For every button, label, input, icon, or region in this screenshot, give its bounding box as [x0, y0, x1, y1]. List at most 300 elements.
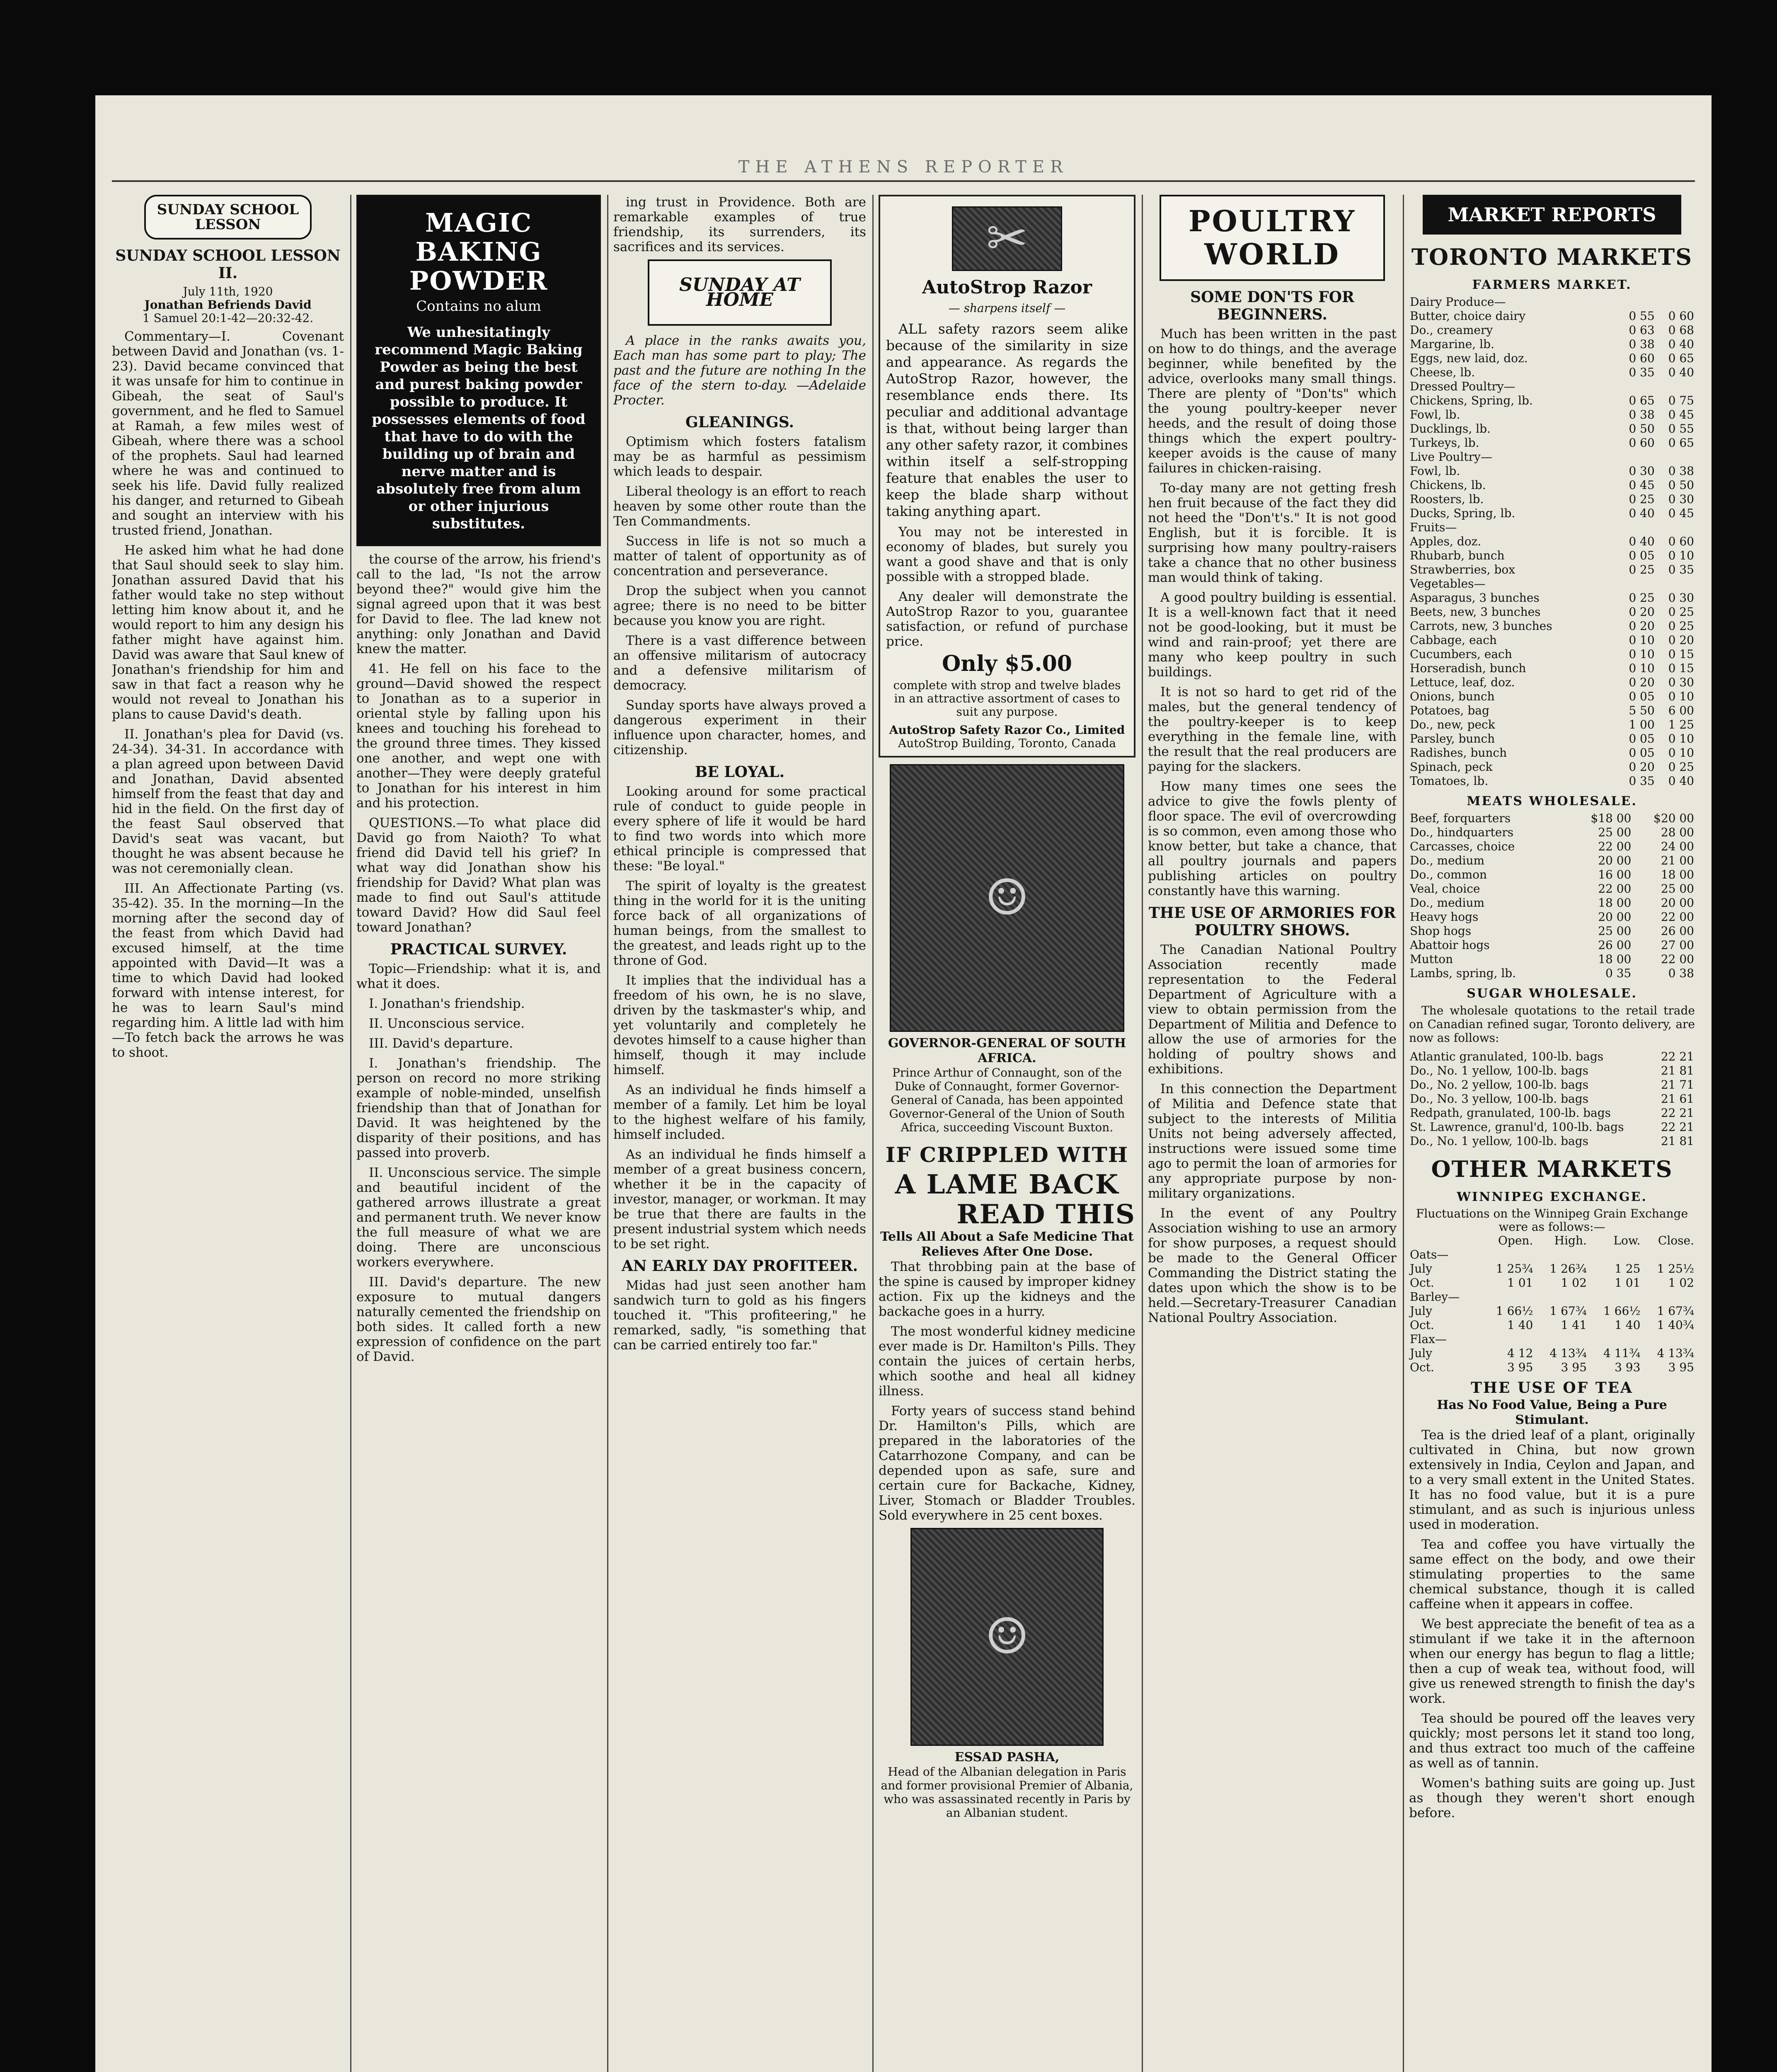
table-cell: 16 00: [1598, 868, 1632, 881]
table-cell: Beef, forquarters: [1410, 811, 1511, 825]
table-row: [1409, 1290, 1695, 1304]
table-cell: [1656, 380, 1695, 394]
crippled-paragraph: That throbbing pain at the base of the spine is caused by improper kidney action. Fix up the kidneys and the backache goes in a hurry.: [879, 1259, 1135, 1319]
column-magic-baking: [356, 195, 601, 2072]
table-row: [1409, 450, 1695, 464]
table-cell: 0 20: [1668, 633, 1694, 647]
gleaning: Liberal theology is an effort to reach heaven by some other route than the Ten Commandments.: [613, 484, 866, 529]
table-cell: Do., new, peck: [1410, 718, 1495, 731]
crippled-headline-1: IF CRIPPLED WITH: [885, 1143, 1129, 1167]
sunday-school-banner: SUNDAY SCHOOL LESSON: [144, 195, 312, 240]
table-cell: Dairy Produce—: [1410, 295, 1506, 309]
table-cell: [1588, 1332, 1641, 1346]
table-cell: 0 25: [1629, 492, 1655, 506]
table-cell: [1616, 577, 1655, 591]
table-cell: 0 60: [1629, 436, 1655, 450]
gleaning: There is a vast difference between an offensive militarism of autocracy and a defensive militarism of democracy.: [613, 633, 866, 693]
survey-paragraph: II. Unconscious service. The simple and beautiful incident of the gathered arrows illustrate a great and permanent truth. We never know the full measure of what we are doing. There are unconscious workers everywhere.: [356, 1165, 601, 1270]
newspaper-page: [95, 95, 1712, 2072]
table-cell: 0 10: [1629, 633, 1655, 647]
table-cell: [1641, 1248, 1695, 1262]
razor-icon: ✂: [986, 210, 1028, 267]
survey-paragraph: III. David's departure. The new exposure to mutual dangers naturally cemented the friendship on both sides. It called forth a new expression of confidence on the part of David.: [356, 1275, 601, 1364]
table-cell: [1641, 1290, 1695, 1304]
table-row: [1409, 732, 1695, 746]
table-cell: 22 21: [1661, 1120, 1694, 1134]
table-cell: 0 20: [1629, 605, 1655, 619]
table-row: [1409, 1064, 1695, 1078]
table-cell: 0 45: [1629, 478, 1655, 492]
table-cell: 0 20: [1629, 675, 1655, 689]
essad-pasha-text: Head of the Albanian delegation in Paris and former provisional Premier of Albania, who was assassinated recently in Paris by an Albanian student.: [881, 1765, 1133, 1820]
table-cell: Oct.: [1410, 1276, 1434, 1290]
table-cell: 25 00: [1661, 882, 1694, 896]
profiteer-paragraph: Midas had just seen another ham sandwich turn to gold as his fingers touched it. "This profiteering," he remarked, sadly, "is something that can be carried entirely too far.": [613, 1278, 866, 1353]
table-row: [1409, 520, 1695, 535]
sugar-heading: SUGAR WHOLESALE.: [1467, 986, 1637, 1001]
table-cell: 22 21: [1661, 1050, 1694, 1063]
table-cell: 0 40: [1668, 337, 1694, 351]
table-cell: 26 00: [1661, 924, 1694, 938]
table-cell: Oats—: [1410, 1248, 1449, 1261]
crippled-headline-3: READ THIS: [956, 1199, 1135, 1230]
table-cell: 0 30: [1668, 492, 1694, 506]
ad-title-magic: MAGIC: [425, 208, 533, 238]
tea-paragraph: Tea should be poured off the leaves very quickly; most persons let it stand too long, and thus extract too much of the caffeine as well as of tannin.: [1409, 1711, 1695, 1771]
table-cell: Mutton: [1410, 952, 1453, 966]
table-cell: Cabbage, each: [1410, 633, 1497, 647]
table-cell: 0 30: [1629, 464, 1655, 478]
table-cell: Do., No. 3 yellow, 100-lb. bags: [1410, 1092, 1588, 1106]
magic-baking-powder-ad: [356, 195, 601, 546]
crippled-paragraph: Forty years of success stand behind Dr. Hamilton's Pills, which are prepared in the laboratories of the Catarrhozone Company, and can be depended upon as safe, sure and certain cure for Backache, Kidney, Liver, Stomach or Bladder Troubles. Sold everywhere in 25 cent boxes.: [879, 1404, 1135, 1523]
table-cell: 1 25: [1615, 1262, 1641, 1276]
table-cell: Fowl, lb.: [1410, 408, 1460, 421]
table-cell: July: [1410, 1262, 1433, 1276]
table-row: [1409, 840, 1695, 854]
farmers-market-table: [1409, 295, 1695, 788]
armories-paragraph: The Canadian National Poultry Association recently made representation to the Federal Department of Agriculture with a view to obtain permission from the Department of Militia and Defence to allow the use of armories for the holding of poultry shows and exhibitions.: [1148, 942, 1397, 1077]
table-cell: 0 10: [1668, 690, 1694, 703]
table-cell: 0 60: [1668, 309, 1694, 323]
table-cell: 27 00: [1661, 938, 1694, 952]
governor-general-text: Prince Arthur of Connaught, son of the Duke of Connaught, former Governor-General of Canada, has been appointed Governor-General of the Union of South Africa, succeeding Viscount Buxton.: [889, 1066, 1125, 1134]
table-cell: 0 60: [1668, 535, 1694, 548]
table-cell: Cheese, lb.: [1410, 366, 1475, 379]
table-cell: Close.: [1658, 1234, 1694, 1247]
table-cell: Horseradish, bunch: [1410, 661, 1526, 675]
table-cell: 24 00: [1661, 840, 1694, 853]
table-cell: 21 61: [1661, 1092, 1694, 1106]
winnipeg-intro: Fluctuations on the Winnipeg Grain Exchange were as follows:—: [1416, 1207, 1688, 1234]
table-row: [1409, 619, 1695, 633]
table-cell: 0 60: [1629, 351, 1655, 365]
table-cell: [1616, 295, 1655, 309]
lesson-continued: 41. He fell on his face to the ground—David showed the respect to Jonathan as to a superior in oriental style by falling upon his knees and touching his forehead to the ground three times. They kissed one another, and wept one with another—They were deeply grateful to Jonathan for his interest in him and his protection.: [356, 661, 601, 811]
table-cell: 1 00: [1629, 718, 1655, 731]
table-cell: 0 25: [1668, 605, 1694, 619]
gleaning: Sunday sports have always proved a dangerous experiment in their influence upon character, homes, and citizenship.: [613, 698, 866, 758]
table-row: [1409, 295, 1695, 309]
table-cell: 21 81: [1661, 1064, 1694, 1077]
table-cell: 3 95: [1668, 1360, 1694, 1374]
lesson-title: Jonathan Befriends David: [144, 298, 312, 312]
ad-title-baking: BAKING: [415, 237, 542, 267]
table-cell: 21 81: [1661, 1134, 1694, 1148]
table-cell: 0 20: [1629, 619, 1655, 633]
table-cell: [1588, 1248, 1641, 1262]
table-cell: 18 00: [1598, 952, 1632, 966]
loyal-paragraph: As an individual he finds himself a member of a family. Let him be loyal to the highest welfare of his family, himself included.: [613, 1082, 866, 1142]
autostrop-price: Only $5.00: [942, 651, 1072, 676]
table-cell: Redpath, granulated, 100-lb. bags: [1410, 1106, 1611, 1120]
table-cell: [1616, 520, 1655, 535]
table-cell: 1 66½: [1603, 1304, 1641, 1318]
table-cell: 22 00: [1598, 882, 1632, 896]
table-cell: 22 00: [1598, 840, 1632, 853]
autostrop-address: AutoStrop Building, Toronto, Canada: [898, 736, 1116, 750]
table-cell: 3 95: [1561, 1360, 1587, 1374]
loyal-paragraph: It implies that the individual has a freedom of his own, he is no slave, driven by the taskmaster's whip, and yet voluntarily and completely he devotes himself to a cause higher than himself, though it may include himself.: [613, 973, 866, 1077]
tea-paragraph: We best appreciate the benefit of tea as a stimulant if we take it in the afternoon when our energy has begun to flag a little; then a cup of weak tea, without food, will give us renewed strength to finish the day's work.: [1409, 1617, 1695, 1706]
table-cell: 0 63: [1629, 323, 1655, 337]
table-cell: Vegetables—: [1410, 577, 1486, 591]
table-row: [1409, 323, 1695, 337]
table-cell: Do., creamery: [1410, 323, 1493, 337]
table-cell: 0 75: [1668, 394, 1694, 407]
table-row: [1409, 718, 1695, 732]
armories-paragraph: In this connection the Department of Militia and Defence state that subject to the interests of Militia Units not being adversely affected, instructions were issued some time ago to permit the loan of armories for any appropriate purpose by non-military organizations.: [1148, 1082, 1397, 1201]
table-cell: 1 66½: [1496, 1304, 1533, 1318]
table-row: [1409, 811, 1695, 825]
table-cell: [1616, 450, 1655, 464]
table-cell: Do., hindquarters: [1410, 825, 1514, 839]
table-row: [1409, 704, 1695, 718]
table-cell: Ducks, Spring, lb.: [1410, 506, 1516, 520]
table-cell: 6 00: [1668, 704, 1694, 717]
table-row: [1409, 577, 1695, 591]
table-cell: 0 35: [1668, 563, 1694, 576]
table-row: [1409, 535, 1695, 549]
essad-pasha-portrait: [910, 1528, 1104, 1746]
table-cell: 1 02: [1668, 1276, 1694, 1290]
table-cell: July: [1410, 1304, 1433, 1318]
table-cell: [1656, 577, 1695, 591]
table-cell: 28 00: [1661, 825, 1694, 839]
toronto-markets-title: TORONTO MARKETS: [1411, 244, 1693, 270]
table-row: [1409, 380, 1695, 394]
table-cell: 4 11¾: [1603, 1346, 1641, 1360]
table-cell: [1656, 520, 1695, 535]
tea-paragraph: Tea is the dried leaf of a plant, originally cultivated in China, but now grown extensively in India, Ceylon and Japan, and to a very small extent in the United States. It has no food value, but it is a pure stimulant, and as such is injurious unless used in moderation.: [1409, 1428, 1695, 1532]
table-cell: 1 25½: [1657, 1262, 1694, 1276]
autostrop-copy: ALL safety razors seem alike because of the similarity in size and appearance. As regards the AutoStrop Razor, however, the resemblance ends there. Its peculiar and additional advantage is that, without being larger than any other safety razor, it combines within itself a self-stropping feature that enables the user to keep the blade sharp without taking anything apart.: [886, 321, 1128, 519]
market-reports-banner: MARKET REPORTS: [1423, 195, 1681, 235]
table-cell: 0 38: [1629, 408, 1655, 421]
table-cell: 0 35: [1629, 774, 1655, 788]
table-row: [1409, 774, 1695, 788]
masthead: THE ATHENS REPORTER: [738, 157, 1069, 177]
table-cell: Fowl, lb.: [1410, 464, 1460, 478]
table-cell: 0 35: [1605, 966, 1632, 980]
table-cell: 0 50: [1629, 422, 1655, 436]
table-cell: [1656, 450, 1695, 464]
lesson-reference: 1 Samuel 20:1-42—20:32-42.: [142, 311, 314, 325]
lesson-heading: SUNDAY SCHOOL LESSON II.: [115, 247, 341, 282]
table-row: [1409, 924, 1695, 938]
table-cell: Spinach, peck: [1410, 760, 1493, 774]
table-cell: Strawberries, box: [1410, 563, 1516, 576]
table-cell: 0 25: [1668, 760, 1694, 774]
friendship-tail: ing trust in Providence. Both are remarkable examples of true friendship, its surrenders, its sacrifices and its services.: [613, 195, 866, 254]
donts-paragraph: A good poultry building is essential. It is a well-known fact that it need not be good-looking, but it must be wind and rain-proof; yet there are many who keep poultry in such buildings.: [1148, 590, 1397, 680]
gleaning: Optimism which fosters fatalism may be as harmful as pessimism which leads to despair.: [613, 434, 866, 479]
table-cell: Cucumbers, each: [1410, 647, 1512, 661]
column-market-reports: [1409, 195, 1695, 2072]
table-row: [1409, 506, 1695, 520]
table-row: [1409, 1248, 1695, 1262]
armories-heading: THE USE OF ARMORIES FOR POULTRY SHOWS.: [1148, 904, 1396, 939]
table-cell: Chickens, Spring, lb.: [1410, 394, 1533, 407]
table-cell: Beets, new, 3 bunches: [1410, 605, 1541, 619]
other-markets-title: OTHER MARKETS: [1431, 1156, 1673, 1182]
table-cell: [1534, 1332, 1588, 1346]
table-cell: Carrots, new, 3 bunches: [1410, 619, 1552, 633]
crippled-subheading: Tells All About a Safe Medicine That Relieves After One Dose.: [880, 1230, 1134, 1259]
table-cell: 22 00: [1661, 910, 1694, 924]
table-cell: 0 65: [1668, 351, 1694, 365]
masthead-rule: [112, 180, 1695, 182]
table-row: [1409, 1332, 1695, 1346]
meats-table: [1409, 811, 1695, 980]
table-cell: 26 00: [1598, 938, 1632, 952]
table-row: [1409, 661, 1695, 675]
table-cell: 1 25: [1668, 718, 1694, 731]
table-cell: Radishes, bunch: [1410, 746, 1507, 760]
table-cell: [1480, 1290, 1534, 1304]
table-row: [1409, 1304, 1695, 1318]
loyal-paragraph: The spirit of loyalty is the greatest thing in the world for it is the uniting force back of all organizations of human beings, from the smallest to the greatest, and leads right up to the throne of God.: [613, 879, 866, 968]
table-row: [1409, 549, 1695, 563]
table-cell: [1534, 1290, 1588, 1304]
table-row: [1409, 647, 1695, 661]
table-cell: 25 00: [1598, 924, 1632, 938]
table-row: [1409, 1318, 1695, 1332]
table-cell: [1588, 1290, 1641, 1304]
winnipeg-heading: WINNIPEG EXCHANGE.: [1457, 1190, 1647, 1204]
table-cell: 0 38: [1668, 464, 1694, 478]
table-cell: 0 10: [1668, 732, 1694, 746]
table-cell: 0 30: [1668, 675, 1694, 689]
table-cell: Oct.: [1410, 1318, 1434, 1332]
table-cell: 1 67¾: [1549, 1304, 1587, 1318]
table-row: [1409, 1120, 1695, 1134]
table-row: [1409, 478, 1695, 492]
table-cell: High.: [1554, 1234, 1587, 1247]
winnipeg-table: [1409, 1234, 1695, 1375]
table-cell: 1 40: [1507, 1318, 1533, 1332]
table-cell: Oct.: [1410, 1360, 1434, 1374]
table-cell: Do., common: [1410, 868, 1487, 881]
sugar-intro: The wholesale quotations to the retail trade on Canadian refined sugar, Toronto delivery, are now as follows:: [1409, 1004, 1695, 1045]
table-row: [1409, 825, 1695, 840]
tea-subheading: Has No Food Value, Being a Pure Stimulant.: [1437, 1398, 1667, 1427]
poultry-world-banner: [1160, 195, 1385, 281]
table-cell: 0 20: [1629, 760, 1655, 774]
table-cell: $20 00: [1654, 811, 1694, 825]
table-cell: 4 13¾: [1549, 1346, 1587, 1360]
table-row: [1409, 690, 1695, 704]
table-cell: 0 10: [1629, 647, 1655, 661]
table-row: [1409, 1134, 1695, 1148]
autostrop-title: AutoStrop Razor: [922, 277, 1092, 298]
banner-world: WORLD: [1204, 237, 1340, 271]
table-cell: 0 40: [1668, 366, 1694, 379]
table-row: [1409, 1078, 1695, 1092]
table-cell: Parsley, bunch: [1410, 732, 1495, 746]
table-cell: 20 00: [1661, 896, 1694, 910]
table-cell: Do., medium: [1410, 854, 1485, 867]
poem: A place in the ranks awaits you, Each man has some part to play; The past and the future are nothing In the face of the stern to-day. —Adelaide Procter.: [613, 333, 866, 408]
table-cell: Do., medium: [1410, 896, 1485, 910]
autostrop-tagline: — sharpens itself —: [948, 301, 1066, 315]
table-cell: Open.: [1498, 1234, 1533, 1247]
table-row: [1409, 309, 1695, 323]
farmers-market-heading: FARMERS MARKET.: [1472, 278, 1632, 292]
meats-heading: MEATS WHOLESALE.: [1467, 794, 1637, 808]
table-row: [1409, 896, 1695, 910]
table-cell: 0 30: [1668, 591, 1694, 605]
table-cell: Apples, doz.: [1410, 535, 1482, 548]
table-cell: 18 00: [1661, 868, 1694, 881]
lesson-paragraph: II. Jonathan's plea for David (vs. 24-34). 34-31. In accordance with a plan agreed upon between David and Jonathan, David absented himself from the feast that day and hid in the field. On the first day of the feast Saul observed that David's seat was vacant, but thought he was absent because he was not ceremonially clean.: [112, 727, 344, 876]
column-sunday-school: [112, 195, 344, 2072]
governor-general-portrait: [890, 764, 1124, 1032]
loyal-paragraph: As an individual he finds himself a member of a great business concern, whether it be in the capacity of investor, manager, or workman. It may be true that there are faults in the present industrial system which needs to be set right.: [613, 1147, 866, 1251]
survey-paragraph: III. David's departure.: [369, 1036, 513, 1051]
table-row: [1409, 1092, 1695, 1106]
table-cell: 22 21: [1661, 1106, 1694, 1120]
table-cell: Do., No. 2 yellow, 100-lb. bags: [1410, 1078, 1588, 1092]
table-cell: 18 00: [1598, 896, 1632, 910]
table-cell: 0 65: [1668, 436, 1694, 450]
person-icon: ☺: [985, 869, 1029, 927]
table-cell: Tomatoes, lb.: [1410, 774, 1489, 788]
gleanings-heading: GLEANINGS.: [685, 414, 794, 431]
table-cell: Heavy hogs: [1410, 910, 1479, 924]
table-row: [1409, 464, 1695, 478]
table-row: [1409, 910, 1695, 924]
table-cell: [1656, 295, 1695, 309]
essad-pasha-caption: ESSAD PASHA,: [954, 1750, 1060, 1765]
table-cell: 1 02: [1561, 1276, 1587, 1290]
survey-paragraph: I. Jonathan's friendship.: [369, 996, 525, 1011]
table-cell: Roosters, lb.: [1410, 492, 1484, 506]
table-row: [1409, 605, 1695, 619]
donts-paragraph: To-day many are not getting fresh hen fruit because of the fact they did not heed the "Don't's." It is not good English, but it is forcible. It is surprising how many poultry-raisers take a chance that no other business man would think of taking.: [1148, 481, 1397, 585]
table-cell: 1 26¾: [1549, 1262, 1587, 1276]
table-cell: 0 15: [1668, 647, 1694, 661]
be-loyal-heading: BE LOYAL.: [695, 763, 785, 781]
table-cell: 1 41: [1561, 1318, 1587, 1332]
table-row: [1409, 408, 1695, 422]
lesson-paragraph: III. An Affectionate Parting (vs. 35-42). 35. In the morning—In the morning after the second day of the feast from which David had excused himself, at the time appointed with David—It was a time to which David had looked forward with intense interest, for he was to learn Saul's mind regarding him. A little lad with him—To fetch back the arrows he was to shoot.: [112, 881, 344, 1060]
table-cell: 0 25: [1629, 591, 1655, 605]
column-divider: [607, 195, 608, 2072]
lesson-paragraph: He asked him what he had done that Saul should seek to slay him. Jonathan assured David that his father would take no step without letting him know about it, and he would report to him any design his father might have against him. David was aware that Saul knew of Jonathan's friendship for him and saw in that fact a reason why he would not reveal to Jonathan his plans to cause David's death.: [112, 543, 344, 722]
table-row: [1409, 394, 1695, 408]
loyal-paragraph: Looking around for some practical rule of conduct to guide people in every sphere of life it would be hard to find two words into which more ethical principle is compressed that these: "Be loyal.": [613, 784, 866, 874]
table-row: [1409, 1360, 1695, 1375]
table-row: [1409, 952, 1695, 966]
table-cell: Margarine, lb.: [1410, 337, 1494, 351]
table-cell: 5 50: [1629, 704, 1655, 717]
table-cell: Live Poultry—: [1410, 450, 1492, 464]
table-cell: $18 00: [1591, 811, 1632, 825]
donts-paragraph: How many times one sees the advice to give the fowls plenty of floor space. The evil of overcrowding is so common, even among those who know better, but take a chance, that all poultry journals and papers publishing articles on poultry constantly have this warning.: [1148, 779, 1397, 898]
survey-paragraph: II. Unconscious service.: [369, 1016, 525, 1031]
table-cell: Eggs, new laid, doz.: [1410, 351, 1528, 365]
table-row: [1409, 760, 1695, 774]
table-cell: 0 40: [1629, 506, 1655, 520]
table-cell: St. Lawrence, granul'd, 100-lb. bags: [1410, 1120, 1624, 1134]
autostrop-company: AutoStrop Safety Razor Co., Limited: [889, 723, 1125, 737]
ad-tagline: Contains no alum: [416, 298, 541, 315]
donts-heading: SOME DON'TS FOR BEGINNERS.: [1190, 288, 1354, 323]
table-cell: 22 00: [1661, 952, 1694, 966]
table-cell: 20 00: [1598, 854, 1632, 867]
table-cell: 21 00: [1661, 854, 1694, 867]
table-cell: Veal, choice: [1410, 882, 1480, 896]
table-row: [1409, 633, 1695, 647]
table-row: [1409, 675, 1695, 690]
table-cell: Onions, bunch: [1410, 690, 1495, 703]
table-cell: Chickens, lb.: [1410, 478, 1486, 492]
table-cell: Lettuce, leaf, doz.: [1410, 675, 1515, 689]
table-row: [1409, 966, 1695, 980]
table-row: [1409, 351, 1695, 366]
table-cell: July: [1410, 1346, 1433, 1360]
table-cell: 20 00: [1598, 910, 1632, 924]
table-cell: 1 40¾: [1657, 1318, 1694, 1332]
table-cell: Asparagus, 3 bunches: [1410, 591, 1540, 605]
table-cell: Barley—: [1410, 1290, 1460, 1304]
table-cell: Carcasses, choice: [1410, 840, 1515, 853]
table-row: [1409, 1276, 1695, 1290]
table-cell: 1 25¾: [1496, 1262, 1533, 1276]
survey-paragraph: I. Jonathan's friendship. The person on record no more striking example of noble-minded, unselfish friendship than that of Jonathan for David. It was heightened by the disparity of their positions, and has passed into proverb.: [356, 1056, 601, 1160]
table-cell: 1 01: [1507, 1276, 1533, 1290]
table-row: [1409, 1262, 1695, 1276]
table-cell: 0 10: [1668, 746, 1694, 760]
survey-paragraph: Topic—Friendship: what it is, and what it does.: [356, 961, 601, 991]
table-row: [1409, 563, 1695, 577]
table-cell: 0 10: [1629, 661, 1655, 675]
table-row: [1409, 882, 1695, 896]
table-cell: Dressed Poultry—: [1410, 380, 1516, 393]
profiteer-heading: AN EARLY DAY PROFITEER.: [621, 1257, 858, 1275]
table-cell: 0 10: [1668, 549, 1694, 562]
gleaning: Success in life is not so much a matter of talent of opportunity as of concentration and perseverance.: [613, 534, 866, 579]
table-cell: 4 12: [1507, 1346, 1533, 1360]
autostrop-ad: [879, 195, 1135, 758]
table-row: [1409, 1106, 1695, 1120]
closing-note: Women's bathing suits are going up. Just as though they weren't short enough before.: [1409, 1776, 1695, 1820]
table-cell: 0 38: [1629, 337, 1655, 351]
table-cell: 0 25: [1668, 619, 1694, 633]
table-cell: 4 13¾: [1657, 1346, 1694, 1360]
donts-paragraph: Much has been written in the past on how to do things, and the average beginner, while benefited by the advice, overlooks many small things. There are plenty of "Don'ts" which the young poultry-keeper never heeds, and the result of doing those things which the expert poultry-keeper avoids is the cause of many failures in chicken-raising.: [1148, 327, 1397, 476]
